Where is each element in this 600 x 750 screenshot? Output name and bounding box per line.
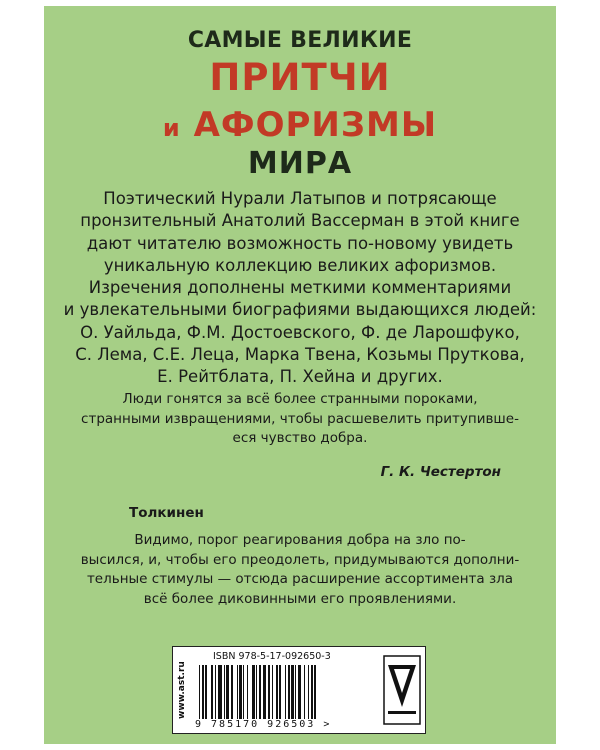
blurb-line: пронзительный Анатолий Вассерман в этой книге xyxy=(80,211,520,231)
publisher-logo-icon xyxy=(383,655,421,725)
quote-line: Люди гонятся за всё более странными пороками, xyxy=(122,391,478,407)
title-line-2: ПРИТЧИ xyxy=(209,56,391,99)
blurb-line: Изречения дополнены меткими комментариями xyxy=(88,278,512,298)
blurb-line: дают читателю возможность по-новому увидеть xyxy=(86,233,514,253)
commentary-line: всё более диковинными его проявлениями. xyxy=(143,590,457,607)
quote-block xyxy=(44,390,556,449)
blurb-paragraph xyxy=(44,188,556,389)
blurb-line: Е. Рейтблата, П. Хейна и других. xyxy=(157,367,443,387)
barcode-bars xyxy=(199,665,375,719)
commentary-line: тельные стимулы — отсюда расширение ассортимента зла xyxy=(86,571,514,588)
isbn-label: ISBN 978-5-17-092650-3 xyxy=(213,651,331,662)
commentary-line: высился, и, чтобы его преодолеть, придумываются дополни- xyxy=(80,551,520,568)
quote-line: еся чувство добра. xyxy=(232,430,368,447)
title-line-3-main: АФОРИЗМЫ xyxy=(193,105,438,145)
blurb-line: С. Лема, С.Е. Леца, Марка Твена, Козьмы Пруткова, xyxy=(75,345,525,365)
title-line-4: МИРА xyxy=(247,146,353,181)
quote-line: странными извращениями, чтобы расшевелить притупивше- xyxy=(81,410,519,427)
commentary-block xyxy=(44,531,556,609)
commentary-line: Видимо, порог реагирования добра на зло по- xyxy=(134,532,466,548)
ean-digits: 9 785170 926503 > xyxy=(195,719,332,730)
title-line-1: САМЫЕ ВЕЛИКИЕ xyxy=(187,28,413,53)
quote-author: Г. К. Честертон xyxy=(380,464,501,480)
back-cover xyxy=(44,6,556,744)
publisher-site: www.ast.ru xyxy=(177,661,187,719)
title-line-3 xyxy=(44,105,556,145)
blurb-line: Поэтический Нурали Латыпов и потрясающе xyxy=(103,189,497,208)
decorative-flourish-icon xyxy=(564,646,594,706)
blurb-line: и увлекательными биографиями выдающихся людей: xyxy=(63,300,537,320)
blurb-line: уникальную коллекцию великих афоризмов. xyxy=(103,255,497,275)
commentary-heading: Толкинен xyxy=(129,505,204,521)
blurb-line: О. Уайльда, Ф.М. Достоевского, Ф. де Ларошфуко, xyxy=(80,322,520,342)
title-line-3-prefix: и xyxy=(162,114,181,142)
barcode-panel xyxy=(172,646,426,734)
